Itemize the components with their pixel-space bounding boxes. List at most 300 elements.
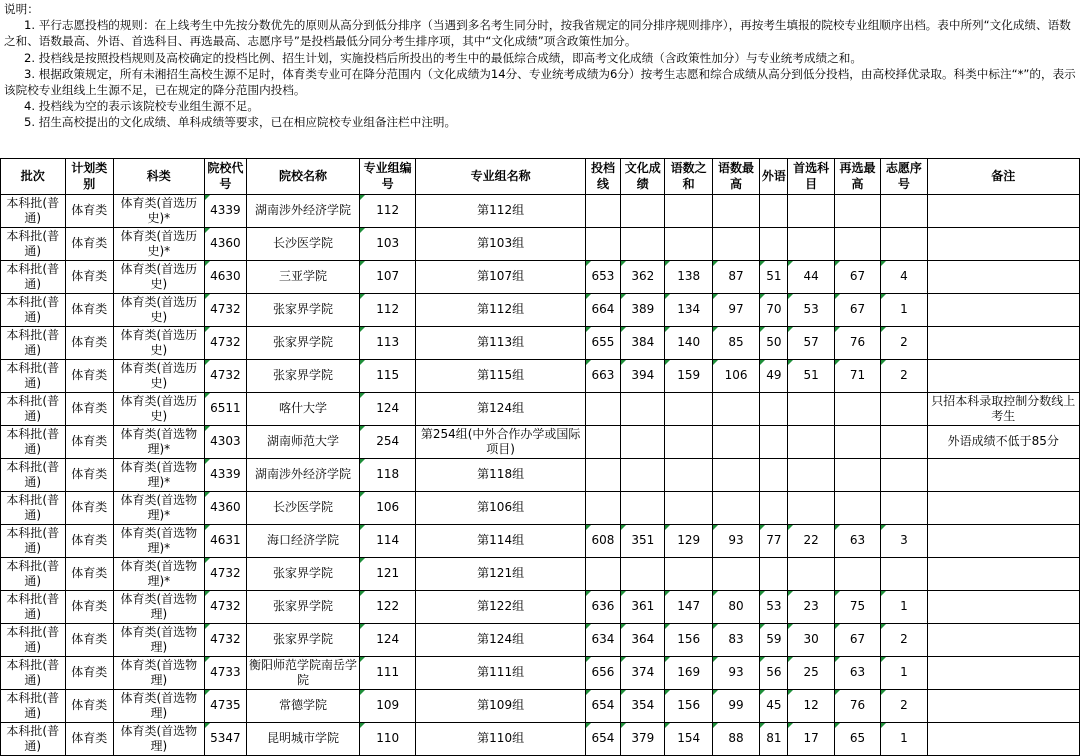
- cell-school-code: 4630: [204, 261, 246, 294]
- cell-school-name: 长沙医学院: [247, 228, 360, 261]
- cell-school-code: 4631: [204, 525, 246, 558]
- cell-first-subject: [788, 393, 834, 426]
- table-row: [1, 294, 1080, 327]
- cell-chinese-math-max: 93: [712, 657, 759, 690]
- cell-group-number: 122: [359, 591, 415, 624]
- cell-group-name: 第118组: [416, 459, 585, 492]
- cell-culture-score: [621, 558, 665, 591]
- cell-first-subject: 51: [788, 360, 834, 393]
- cell-cutoff-score: [585, 492, 620, 525]
- cell-chinese-math-sum: 156: [665, 690, 712, 723]
- cell-elective-max: 65: [834, 723, 880, 756]
- header-cutoff-score: 投档线: [585, 159, 620, 195]
- cell-preference-order: 1: [881, 657, 927, 690]
- cell-chinese-math-max: 99: [712, 690, 759, 723]
- cell-cutoff-score: [585, 393, 620, 426]
- cell-chinese-math-max: 83: [712, 624, 759, 657]
- cell-remarks: [927, 690, 1079, 723]
- cell-culture-score: 379: [621, 723, 665, 756]
- cell-batch: 本科批(普通): [1, 591, 66, 624]
- cell-chinese-math-max: [712, 492, 759, 525]
- cell-preference-order: [881, 492, 927, 525]
- header-school-code: 院校代号: [204, 159, 246, 195]
- cell-foreign-language: 70: [760, 294, 788, 327]
- cell-chinese-math-max: 97: [712, 294, 759, 327]
- cell-preference-order: 1: [881, 591, 927, 624]
- cell-plan-type: 体育类: [65, 360, 113, 393]
- cell-cutoff-score: [585, 228, 620, 261]
- cell-first-subject: 22: [788, 525, 834, 558]
- cell-culture-score: 351: [621, 525, 665, 558]
- table-row: [1, 591, 1080, 624]
- cell-elective-max: [834, 459, 880, 492]
- cell-foreign-language: [760, 492, 788, 525]
- cell-batch: 本科批(普通): [1, 360, 66, 393]
- cell-chinese-math-sum: [665, 393, 712, 426]
- cell-preference-order: 1: [881, 294, 927, 327]
- cell-cutoff-score: [585, 426, 620, 459]
- cell-elective-max: 71: [834, 360, 880, 393]
- header-group-number: 专业组编号: [359, 159, 415, 195]
- cell-group-number: 114: [359, 525, 415, 558]
- cell-remarks: 外语成绩不低于85分: [927, 426, 1079, 459]
- cell-plan-type: 体育类: [65, 393, 113, 426]
- cell-elective-max: 76: [834, 690, 880, 723]
- cell-plan-type: 体育类: [65, 525, 113, 558]
- cell-foreign-language: 81: [760, 723, 788, 756]
- cell-group-number: 113: [359, 327, 415, 360]
- cell-culture-score: [621, 426, 665, 459]
- table-row: [1, 426, 1080, 459]
- cell-plan-type: 体育类: [65, 723, 113, 756]
- cell-school-name: 三亚学院: [247, 261, 360, 294]
- cell-cutoff-score: 655: [585, 327, 620, 360]
- header-group-name: 专业组名称: [416, 159, 585, 195]
- cell-plan-type: 体育类: [65, 459, 113, 492]
- cell-subject-category: 体育类(首选物理): [113, 657, 204, 690]
- cell-plan-type: 体育类: [65, 228, 113, 261]
- cell-batch: 本科批(普通): [1, 690, 66, 723]
- cell-school-name: 张家界学院: [247, 558, 360, 591]
- cell-plan-type: 体育类: [65, 195, 113, 228]
- table-row: [1, 228, 1080, 261]
- cell-chinese-math-sum: [665, 558, 712, 591]
- cell-chinese-math-max: [712, 426, 759, 459]
- cell-group-number: 112: [359, 195, 415, 228]
- cell-group-name: 第113组: [416, 327, 585, 360]
- cell-culture-score: [621, 492, 665, 525]
- cell-cutoff-score: 656: [585, 657, 620, 690]
- cell-group-name: 第110组: [416, 723, 585, 756]
- cell-school-code: 4732: [204, 360, 246, 393]
- cell-chinese-math-sum: [665, 492, 712, 525]
- cell-school-code: 4733: [204, 657, 246, 690]
- cell-foreign-language: 56: [760, 657, 788, 690]
- cell-remarks: [927, 228, 1079, 261]
- note-line: 3. 根据政策规定，所有未湘招生高校生源不足时，体育类专业可在降分范围内（文化成绩为14分、专业统考成绩为6分）按考生志愿和综合成绩从高分到低分投档，由高校择优录取。科类中标注“*”的，表示: [24, 66, 1076, 81]
- cell-batch: 本科批(普通): [1, 525, 66, 558]
- cell-group-number: 110: [359, 723, 415, 756]
- cell-school-code: 4732: [204, 294, 246, 327]
- notes-section: [0, 0, 1080, 158]
- cell-preference-order: 1: [881, 723, 927, 756]
- cell-chinese-math-sum: 156: [665, 624, 712, 657]
- cell-foreign-language: 77: [760, 525, 788, 558]
- cell-batch: 本科批(普通): [1, 492, 66, 525]
- cell-subject-category: 体育类(首选历史): [113, 294, 204, 327]
- cell-batch: 本科批(普通): [1, 393, 66, 426]
- cell-cutoff-score: [585, 459, 620, 492]
- cell-elective-max: [834, 195, 880, 228]
- cell-group-number: 112: [359, 294, 415, 327]
- cell-foreign-language: 49: [760, 360, 788, 393]
- cell-first-subject: 23: [788, 591, 834, 624]
- cell-first-subject: 44: [788, 261, 834, 294]
- header-preference-order: 志愿序号: [881, 159, 927, 195]
- table-row: [1, 492, 1080, 525]
- cell-elective-max: [834, 492, 880, 525]
- cell-subject-category: 体育类(首选物理)*: [113, 525, 204, 558]
- cell-subject-category: 体育类(首选历史): [113, 360, 204, 393]
- cell-school-code: 4735: [204, 690, 246, 723]
- cell-foreign-language: [760, 195, 788, 228]
- note-line: 之和、语数最高、外语、首选科目、再选最高、志愿序号”是投档最低分同分考生排序项，其中“文化成绩”项含政策性加分。: [4, 34, 637, 49]
- cell-cutoff-score: [585, 558, 620, 591]
- cell-batch: 本科批(普通): [1, 426, 66, 459]
- cell-elective-max: [834, 228, 880, 261]
- cell-batch: 本科批(普通): [1, 558, 66, 591]
- cell-elective-max: [834, 426, 880, 459]
- cell-culture-score: [621, 459, 665, 492]
- cell-school-name: 张家界学院: [247, 591, 360, 624]
- cell-batch: 本科批(普通): [1, 327, 66, 360]
- cell-elective-max: 67: [834, 294, 880, 327]
- cell-chinese-math-sum: 140: [665, 327, 712, 360]
- cell-group-number: 109: [359, 690, 415, 723]
- cell-chinese-math-sum: [665, 195, 712, 228]
- cell-school-name: 张家界学院: [247, 294, 360, 327]
- cell-group-name: 第106组: [416, 492, 585, 525]
- cell-chinese-math-max: [712, 393, 759, 426]
- cell-foreign-language: 45: [760, 690, 788, 723]
- cell-remarks: [927, 327, 1079, 360]
- cell-school-name: 昆明城市学院: [247, 723, 360, 756]
- cell-elective-max: 76: [834, 327, 880, 360]
- cell-group-number: 124: [359, 624, 415, 657]
- cell-elective-max: 75: [834, 591, 880, 624]
- cell-subject-category: 体育类(首选物理)*: [113, 426, 204, 459]
- cell-school-code: 5347: [204, 723, 246, 756]
- cell-preference-order: 3: [881, 525, 927, 558]
- cell-school-name: 张家界学院: [247, 360, 360, 393]
- table-row: [1, 690, 1080, 723]
- cell-first-subject: [788, 558, 834, 591]
- cell-group-name: 第111组: [416, 657, 585, 690]
- table-row: [1, 327, 1080, 360]
- cell-culture-score: 384: [621, 327, 665, 360]
- cell-plan-type: 体育类: [65, 492, 113, 525]
- cell-group-name: 第109组: [416, 690, 585, 723]
- cell-remarks: [927, 558, 1079, 591]
- cell-plan-type: 体育类: [65, 261, 113, 294]
- header-batch: 批次: [1, 159, 66, 195]
- cell-group-name: 第112组: [416, 195, 585, 228]
- cell-chinese-math-max: 88: [712, 723, 759, 756]
- cell-remarks: [927, 591, 1079, 624]
- cell-chinese-math-max: 87: [712, 261, 759, 294]
- cell-school-name: 湖南涉外经济学院: [247, 195, 360, 228]
- cell-first-subject: [788, 459, 834, 492]
- cell-cutoff-score: [585, 195, 620, 228]
- cell-group-name: 第124组: [416, 624, 585, 657]
- cell-plan-type: 体育类: [65, 690, 113, 723]
- cell-first-subject: 57: [788, 327, 834, 360]
- cell-batch: 本科批(普通): [1, 294, 66, 327]
- cell-chinese-math-sum: 159: [665, 360, 712, 393]
- cell-first-subject: 53: [788, 294, 834, 327]
- cell-chinese-math-sum: [665, 228, 712, 261]
- cell-chinese-math-max: 80: [712, 591, 759, 624]
- header-plan-type: 计划类别: [65, 159, 113, 195]
- cell-preference-order: 2: [881, 624, 927, 657]
- cell-subject-category: 体育类(首选历史): [113, 393, 204, 426]
- cell-culture-score: 364: [621, 624, 665, 657]
- cell-subject-category: 体育类(首选物理): [113, 624, 204, 657]
- cell-batch: 本科批(普通): [1, 195, 66, 228]
- cell-culture-score: 362: [621, 261, 665, 294]
- cell-batch: 本科批(普通): [1, 723, 66, 756]
- cell-elective-max: 67: [834, 261, 880, 294]
- cell-school-code: 4732: [204, 591, 246, 624]
- table-row: [1, 525, 1080, 558]
- cell-school-name: 海口经济学院: [247, 525, 360, 558]
- cell-school-name: 常德学院: [247, 690, 360, 723]
- cell-first-subject: 25: [788, 657, 834, 690]
- cell-preference-order: 2: [881, 360, 927, 393]
- note-line: 1. 平行志愿投档的规则：在上线考生中先按分数优先的原则从高分到低分排序（当遇到多名考生同分时，按我省规定的同分排序规则排序），再按考生填报的院校专业组顺序出档。表中所列“文化成绩、语数: [24, 18, 1071, 33]
- cell-subject-category: 体育类(首选物理): [113, 723, 204, 756]
- cell-chinese-math-sum: 138: [665, 261, 712, 294]
- cell-culture-score: [621, 195, 665, 228]
- cell-chinese-math-sum: 169: [665, 657, 712, 690]
- header-culture-score: 文化成绩: [621, 159, 665, 195]
- cell-subject-category: 体育类(首选物理)*: [113, 492, 204, 525]
- cell-batch: 本科批(普通): [1, 261, 66, 294]
- cell-plan-type: 体育类: [65, 657, 113, 690]
- cell-preference-order: [881, 426, 927, 459]
- cell-elective-max: [834, 558, 880, 591]
- cell-plan-type: 体育类: [65, 294, 113, 327]
- cell-foreign-language: 51: [760, 261, 788, 294]
- cell-remarks: [927, 657, 1079, 690]
- cell-school-code: 4339: [204, 195, 246, 228]
- cell-cutoff-score: 653: [585, 261, 620, 294]
- cell-chinese-math-max: [712, 459, 759, 492]
- cell-group-name: 第114组: [416, 525, 585, 558]
- cell-first-subject: [788, 228, 834, 261]
- cell-remarks: [927, 294, 1079, 327]
- cell-group-name: 第121组: [416, 558, 585, 591]
- cell-plan-type: 体育类: [65, 426, 113, 459]
- cell-group-number: 103: [359, 228, 415, 261]
- cell-batch: 本科批(普通): [1, 657, 66, 690]
- cell-school-code: 4732: [204, 558, 246, 591]
- cell-school-code: 4339: [204, 459, 246, 492]
- cell-group-number: 118: [359, 459, 415, 492]
- cell-first-subject: [788, 492, 834, 525]
- cell-chinese-math-sum: [665, 459, 712, 492]
- cell-remarks: [927, 492, 1079, 525]
- table-row: [1, 723, 1080, 756]
- cell-foreign-language: [760, 228, 788, 261]
- cell-foreign-language: 59: [760, 624, 788, 657]
- cell-remarks: [927, 525, 1079, 558]
- header-chinese-math-max: 语数最高: [712, 159, 759, 195]
- note-line: 5. 招生高校提出的文化成绩、单科成绩等要求，已在相应院校专业组备注栏中注明。: [24, 115, 457, 130]
- cell-remarks: [927, 723, 1079, 756]
- admission-score-table: [0, 158, 1080, 756]
- cell-cutoff-score: 636: [585, 591, 620, 624]
- cell-first-subject: [788, 195, 834, 228]
- header-elective-max: 再选最高: [834, 159, 880, 195]
- note-line: 4. 投档线为空的表示该院校专业组生源不足。: [24, 99, 260, 114]
- cell-school-name: 湖南师范大学: [247, 426, 360, 459]
- cell-group-name: 第115组: [416, 360, 585, 393]
- cell-group-number: 121: [359, 558, 415, 591]
- cell-chinese-math-max: 85: [712, 327, 759, 360]
- cell-batch: 本科批(普通): [1, 459, 66, 492]
- cell-school-code: 4732: [204, 327, 246, 360]
- cell-preference-order: [881, 558, 927, 591]
- cell-culture-score: 394: [621, 360, 665, 393]
- cell-school-code: 4732: [204, 624, 246, 657]
- cell-chinese-math-max: 106: [712, 360, 759, 393]
- cell-chinese-math-max: [712, 228, 759, 261]
- cell-school-name: 衡阳师范学院南岳学院: [247, 657, 360, 690]
- note-line: 2. 投档线是按照投档规则及高校确定的投档比例、招生计划，实施投档后所投出的考生中的最低综合成绩，即高考文化成绩（含政策性加分）与专业统考成绩之和。: [24, 50, 862, 65]
- cell-plan-type: 体育类: [65, 624, 113, 657]
- cell-group-name: 第107组: [416, 261, 585, 294]
- cell-preference-order: [881, 195, 927, 228]
- cell-chinese-math-max: [712, 558, 759, 591]
- notes-title: 说明：: [4, 2, 39, 16]
- table-row: [1, 657, 1080, 690]
- cell-culture-score: [621, 228, 665, 261]
- cell-subject-category: 体育类(首选历史): [113, 261, 204, 294]
- header-subject-category: 科类: [113, 159, 204, 195]
- cell-plan-type: 体育类: [65, 591, 113, 624]
- cell-culture-score: 354: [621, 690, 665, 723]
- cell-subject-category: 体育类(首选物理)*: [113, 459, 204, 492]
- cell-cutoff-score: 654: [585, 723, 620, 756]
- cell-subject-category: 体育类(首选物理): [113, 690, 204, 723]
- cell-subject-category: 体育类(首选历史): [113, 327, 204, 360]
- cell-preference-order: 2: [881, 690, 927, 723]
- cell-preference-order: [881, 459, 927, 492]
- header-remarks: 备注: [927, 159, 1079, 195]
- table-row: [1, 624, 1080, 657]
- cell-cutoff-score: 608: [585, 525, 620, 558]
- cell-foreign-language: [760, 558, 788, 591]
- cell-group-name: 第124组: [416, 393, 585, 426]
- cell-group-number: 254: [359, 426, 415, 459]
- header-foreign-language: 外语: [760, 159, 788, 195]
- cell-school-name: 张家界学院: [247, 624, 360, 657]
- table-header-row: [1, 159, 1080, 195]
- cell-school-code: 6511: [204, 393, 246, 426]
- cell-subject-category: 体育类(首选物理): [113, 591, 204, 624]
- cell-group-number: 106: [359, 492, 415, 525]
- cell-foreign-language: 50: [760, 327, 788, 360]
- cell-plan-type: 体育类: [65, 327, 113, 360]
- cell-preference-order: 2: [881, 327, 927, 360]
- cell-subject-category: 体育类(首选历史)*: [113, 228, 204, 261]
- cell-culture-score: 389: [621, 294, 665, 327]
- cell-foreign-language: [760, 459, 788, 492]
- cell-group-name: 第103组: [416, 228, 585, 261]
- cell-batch: 本科批(普通): [1, 624, 66, 657]
- cell-foreign-language: [760, 426, 788, 459]
- cell-elective-max: 63: [834, 525, 880, 558]
- cell-school-code: 4360: [204, 228, 246, 261]
- cell-foreign-language: 53: [760, 591, 788, 624]
- cell-culture-score: 374: [621, 657, 665, 690]
- cell-remarks: [927, 195, 1079, 228]
- cell-elective-max: 63: [834, 657, 880, 690]
- cell-cutoff-score: 664: [585, 294, 620, 327]
- table-row: [1, 360, 1080, 393]
- cell-first-subject: 12: [788, 690, 834, 723]
- cell-elective-max: [834, 393, 880, 426]
- cell-chinese-math-sum: [665, 426, 712, 459]
- cell-school-name: 湖南涉外经济学院: [247, 459, 360, 492]
- cell-first-subject: 30: [788, 624, 834, 657]
- cell-chinese-math-max: [712, 195, 759, 228]
- note-line: 该院校专业组线上生源不足，已在规定的降分范围内投档。: [4, 83, 306, 98]
- cell-preference-order: [881, 393, 927, 426]
- cell-group-number: 111: [359, 657, 415, 690]
- header-first-subject: 首选科目: [788, 159, 834, 195]
- header-chinese-math-sum: 语数之和: [665, 159, 712, 195]
- cell-subject-category: 体育类(首选历史)*: [113, 195, 204, 228]
- cell-culture-score: [621, 393, 665, 426]
- cell-first-subject: 17: [788, 723, 834, 756]
- cell-chinese-math-sum: 154: [665, 723, 712, 756]
- cell-remarks: [927, 261, 1079, 294]
- cell-school-name: 张家界学院: [247, 327, 360, 360]
- cell-group-name: 第122组: [416, 591, 585, 624]
- cell-batch: 本科批(普通): [1, 228, 66, 261]
- table-row: [1, 558, 1080, 591]
- cell-school-name: 喀什大学: [247, 393, 360, 426]
- cell-preference-order: [881, 228, 927, 261]
- cell-group-name: 第254组(中外合作办学或国际项目): [416, 426, 585, 459]
- cell-cutoff-score: 654: [585, 690, 620, 723]
- cell-chinese-math-sum: 129: [665, 525, 712, 558]
- cell-group-name: 第112组: [416, 294, 585, 327]
- table-row: [1, 261, 1080, 294]
- cell-subject-category: 体育类(首选物理)*: [113, 558, 204, 591]
- cell-chinese-math-sum: 147: [665, 591, 712, 624]
- table-row: [1, 195, 1080, 228]
- table-row: [1, 459, 1080, 492]
- cell-remarks: [927, 624, 1079, 657]
- cell-chinese-math-max: 93: [712, 525, 759, 558]
- cell-school-name: 长沙医学院: [247, 492, 360, 525]
- cell-preference-order: 4: [881, 261, 927, 294]
- cell-cutoff-score: 663: [585, 360, 620, 393]
- cell-school-code: 4360: [204, 492, 246, 525]
